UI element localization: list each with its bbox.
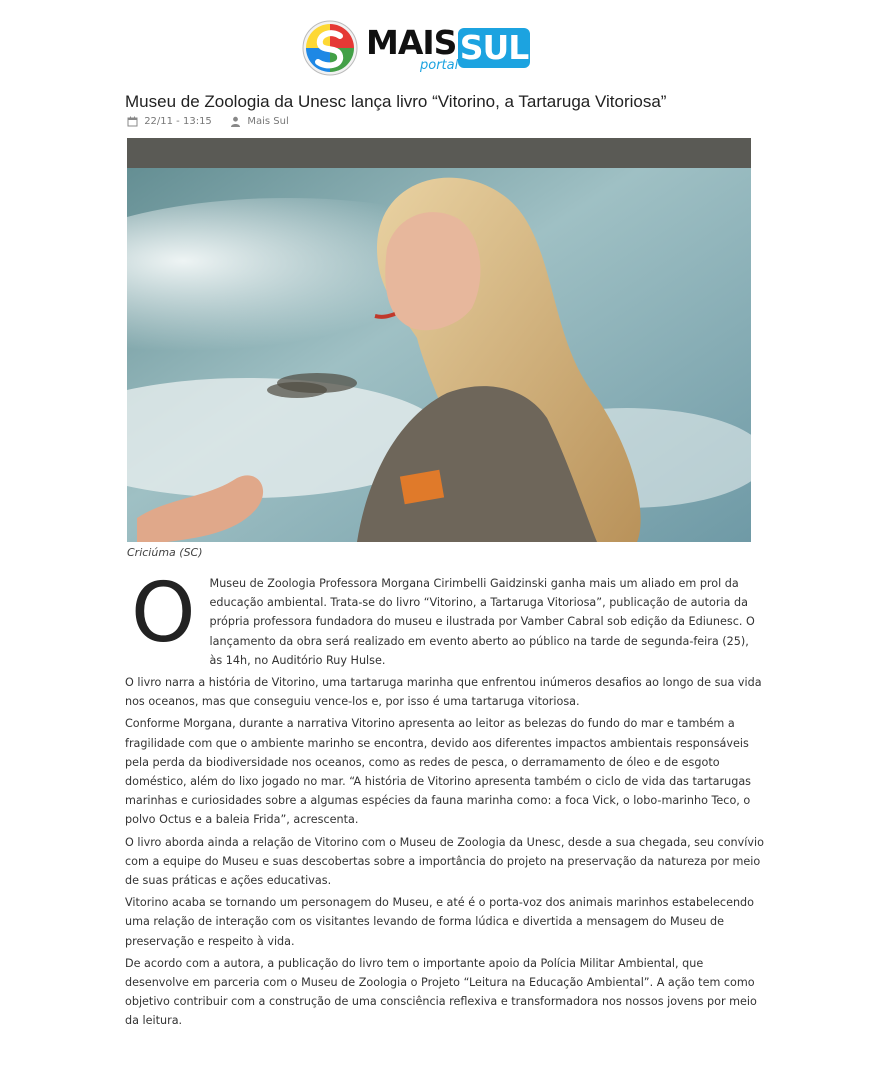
logo-word-sul: SUL bbox=[459, 28, 529, 67]
article-author[interactable]: Mais Sul bbox=[247, 116, 289, 127]
logo-word-mais: MAIS bbox=[366, 23, 457, 62]
photo-caption: Criciúma (SC) bbox=[127, 546, 203, 559]
paragraph-text: Museu de Zoologia Professora Morgana Cirimbelli Gaidzinski ganha mais um aliado em prol da educação ambiental. Trata-se do livro “Vitorino, a Tartaruga Vitoriosa”, publicação de autoria da própria professora fundadora do museu e ilustrada por Vamber Cabral sob edição da Ediunesc. O lançamento da obra será realizado em evento aberto ao público na tarde de segunda-feira (25), às 14h, no Auditório Ruy Hulse. bbox=[209, 577, 755, 667]
article-meta bbox=[127, 116, 289, 128]
article-title: Museu de Zoologia da Unesc lança livro “Vitorino, a Tartaruga Vitoriosa” bbox=[125, 92, 667, 111]
site-logo[interactable] bbox=[302, 20, 532, 78]
article-paragraph: O livro narra a história de Vitorino, uma tartaruga marinha que enfrentou inúmeros desafios ao longo de sua vida nos oceanos, mas que conseguiu vence-los e, por isso é uma tartaruga vitoriosa. bbox=[125, 676, 762, 709]
drop-cap: O bbox=[131, 566, 196, 661]
logo-word-portal: portal bbox=[420, 58, 459, 73]
calendar-icon bbox=[127, 116, 138, 127]
article-date: 22/11 - 13:15 bbox=[144, 116, 212, 127]
article-body bbox=[125, 566, 765, 1034]
article-paragraph bbox=[125, 566, 765, 670]
article-paragraph: Conforme Morgana, durante a narrativa Vitorino apresenta ao leitor as belezas do fundo do mar e também a fragilidade com que o ambiente marinho se encontra, devido aos diferentes impactos ambientais responsáveis pela perda da biodiversidade nos oceanos, como as redes de pesca, o derramamento de óleo e de esgoto doméstico, além do lixo jogado no mar. “A história de Vitorino apresenta também o ciclo de vida das tartarugas marinhas e curiosidades sobre a algumas espécies da fauna marinha como: a foca Vick, o lobo-marinho Teco, o polvo Octus e a baleia Frida”, acrescenta. bbox=[125, 717, 751, 827]
article-paragraph: Vitorino acaba se tornando um personagem do Museu, e até é o porta-voz dos animais marinhos estabelecendo uma relação de interação com os visitantes levando de forma lúdica e divertida a mensagem do Museu de preservação e respeito à vida. bbox=[125, 896, 754, 948]
article-photo bbox=[127, 138, 751, 542]
user-icon bbox=[230, 116, 241, 127]
article-paragraph: O livro aborda ainda a relação de Vitorino com o Museu de Zoologia da Unesc, desde a sua chegada, seu convívio com a equipe do Museu e suas descobertas sobre a importância do projeto na preservação da natureza por meio de suas práticas e ações educativas. bbox=[125, 835, 764, 888]
article-paragraph: De acordo com a autora, a publicação do livro tem o importante apoio da Polícia Militar Ambiental, que desenvolve em parceria com o Museu de Zoologia o Projeto “Leitura na Educação Ambiental”. A ação tem como objetivo contribuir com a construção de uma consciência reflexiva e transformadora nos nossos jovens por meio da leitura. bbox=[125, 956, 757, 1028]
logo-emblem-icon bbox=[302, 20, 358, 76]
